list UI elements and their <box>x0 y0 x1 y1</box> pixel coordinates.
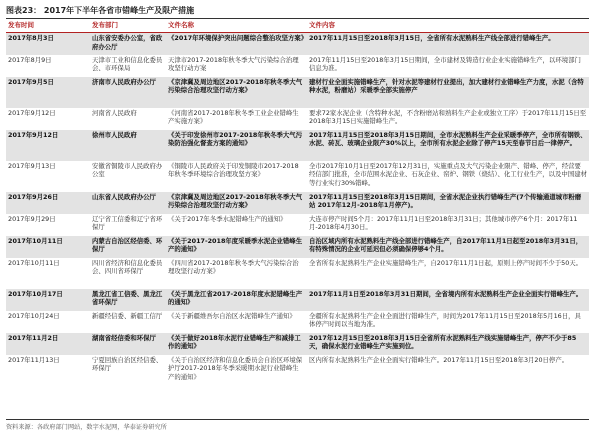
cell-file-content: 2017年11月15日至2018年3月15日期间，全市水泥熟料生产企业采暖季停产，全市所有钢铁、水泥、砖瓦、玻璃企业限产30%以上，全市所有水泥企业除了停产15天至春节日后一律停产。 <box>307 130 589 161</box>
cell-file-name: 《关于2017-2018年度采暖季水泥企业错峰生产的通知》 <box>166 236 307 258</box>
cell-file-content: 要求72家水泥企业（含特种水泥，不含粉磨站和熟料生产企业或独立工序）于2017年11月15日至2018年3月15日实施错峰生产。 <box>309 108 587 126</box>
table-body <box>6 33 589 386</box>
cell-file-name: 《关于2017年冬季水泥错峰生产的通知》 <box>168 214 287 223</box>
cell-file-content: 2017年11月1日至2018年3月31日期间，全省境内所有水泥熟料生产企业全面实行错峰生产。 <box>307 289 589 311</box>
cell-date: 2017年9月26日 <box>6 192 90 214</box>
cell-department: 山东省安委办公室，省政府办公厅 <box>90 33 166 55</box>
table-row <box>6 333 589 355</box>
cell-file-content: 全市2017年10月1日至2017年12月31日，实施重点及大气污染企业限产、错峰、停产，经营要经信部门批准，全市范围水泥企业、石灰企业、窑炉、钢铁（烧结）、化工行业生产，以及中国建材等行业实行30%错峰。 <box>309 161 587 188</box>
cell-file-name: 天津市2017-2018年秋冬季大气污染综合治理攻坚行动方案 <box>168 55 299 73</box>
header-file-name: 文件名称 <box>166 19 307 33</box>
cell-department: 河南省人民政府 <box>92 108 137 117</box>
cell-file-content: 区内所有水泥熟料生产企业全面实行错峰生产。2017年11月15日至2018年3月20日停产。 <box>309 355 569 364</box>
table-row <box>6 161 589 192</box>
table-row <box>6 55 589 77</box>
cell-date: 2017年10月17日 <box>6 289 90 311</box>
cell-file-content: 2017年11月15日至2018年3月15日期间，全市建材及铸造行业企业实施错峰生产，以环境部门信息为准。 <box>309 55 581 73</box>
cell-file-name: 《2017年环境保护突出问题综合整治攻坚方案》 <box>166 33 307 55</box>
cell-file-content: 2017年11月15日至2018年3月15日，全省所有水泥熟料生产线全部进行错峰生产。 <box>307 33 589 55</box>
cell-file-content: 建材行业全面实施错峰生产，针对水泥等建材行业提出，加大建材行业错峰生产力度，水泥（含特种水泥，粉磨站）采暖季全部实施停产 <box>307 77 589 108</box>
cell-date: 2017年9月12日 <box>6 130 90 161</box>
cell-file-name: 《铜陵市人民政府关于印发铜陵市2017-2018年秋冬季环境综合治理攻坚方案》 <box>168 161 299 179</box>
cell-file-name: 《河南省2017-2018年秋冬季工业企业错峰生产实施方案》 <box>168 108 299 126</box>
table-row <box>6 108 589 130</box>
header-file-content: 文件内容 <box>307 19 589 33</box>
header-department: 发布部门 <box>90 19 166 33</box>
cell-date: 2017年9月12日 <box>8 108 56 117</box>
policy-table <box>6 19 589 386</box>
table-row <box>6 258 589 289</box>
cell-department: 济南市人民政府办公厅 <box>90 77 166 108</box>
cell-date: 2017年8月9日 <box>8 55 52 64</box>
cell-department: 徐州市人民政府 <box>90 130 166 161</box>
cell-date: 2017年9月5日 <box>6 77 90 108</box>
cell-department: 宁夏回族自治区经信委、环保厅 <box>92 355 163 373</box>
cell-file-name: 《关于新疆维吾尔自治区水泥错峰生产通知》 <box>168 311 296 320</box>
table-row <box>6 33 589 55</box>
table-header-row <box>6 19 589 33</box>
table-row <box>6 192 589 214</box>
cell-file-content: 自治区域内所有水泥熟料生产线全部进行错峰生产，自2017年11月1日起至2018年3月31日，有特殊情况的企业可延迟但必须确保停够4个月。 <box>307 236 589 258</box>
table-row <box>6 214 589 236</box>
cell-date: 2017年10月11日 <box>6 236 90 258</box>
cell-file-name: 《关于黑龙江省2017-2018年度水泥错峰生产的通知》 <box>166 289 307 311</box>
cell-department: 湖南省经信委和环保厅 <box>90 333 166 355</box>
bottom-rule <box>6 419 589 420</box>
cell-department: 四川省经济和信息化委员会、四川省环保厅 <box>92 258 163 276</box>
cell-department: 安徽省铜陵市人民政府办公室 <box>92 161 163 179</box>
cell-file-content: 2017年11月15日至2018年3月15日期间，全省水泥企业执行错峰生产(7个传输通道城市粉磨站 2017年12月-2018年1月停产)。 <box>307 192 589 214</box>
cell-department: 天津市工业和信息化委员会、市环保局 <box>92 55 163 73</box>
table-row <box>6 289 589 311</box>
cell-department: 新疆经信委、新疆工信厅 <box>92 311 163 320</box>
cell-department: 内蒙古自治区经信委、环保厅 <box>90 236 166 258</box>
cell-date: 2017年8月3日 <box>6 33 90 55</box>
cell-department: 辽宁省工信委和辽宁省环保厅 <box>92 214 163 232</box>
cell-file-name: 《京津冀及周边地区2017-2018年秋冬季大气污染综合治理攻坚行动方案》 <box>166 192 307 214</box>
cell-date: 2017年10月24日 <box>8 311 60 320</box>
cell-file-name: 《四川省2017-2018年秋冬季大气污染综合治理攻坚行动方案》 <box>168 258 299 276</box>
cell-file-name: 《京津冀及周边地区2017-2018年秋冬季大气污染综合治理攻坚行动方案》 <box>166 77 307 108</box>
header-date: 发布时间 <box>6 19 90 33</box>
cell-file-content: 全省所有水泥熟料生产企业实施错峰生产，自2017年11月1日起，原则上停产时间不少于50天。 <box>309 258 583 267</box>
cell-department: 黑龙江省工信委、黑龙江省环保厅 <box>90 289 166 311</box>
cell-date: 2017年11月2日 <box>6 333 90 355</box>
cell-date: 2017年9月13日 <box>8 161 56 170</box>
table-row <box>6 355 589 386</box>
table-row <box>6 311 589 333</box>
cell-file-content: 2017年12月15日至2018年3月15日全省所有水泥熟料生产线实施错峰生产，停产不少于85天，确保水泥行业错峰生产实施到位。 <box>307 333 589 355</box>
cell-file-content: 大连市停产时间5个月：2017年11月1日至2018年3月31日；其他城市停产6个月：2017年11月-2018年4月30日。 <box>309 214 578 232</box>
cell-file-name: 《关于做好2018年水泥行业错峰生产和减排工作的通知》 <box>166 333 307 355</box>
cell-department: 山东省人民政府办公厅 <box>90 192 166 214</box>
cell-date: 2017年9月29日 <box>8 214 56 223</box>
table-row <box>6 77 589 108</box>
cell-date: 2017年10月11日 <box>8 258 60 267</box>
cell-file-name: 《关于印发徐州市2017-2018年秋冬季大气污染防治强化督查方案的通知》 <box>166 130 307 161</box>
cell-file-name: 《关于自治区经济和信息化委员会自治区环境保护厅2017-2018年冬季采暖期水泥行业错峰生产的通知》 <box>168 355 303 382</box>
cell-file-content: 全疆所有水泥熟料生产企业全面进行错峰生产，时间为2017年11月15日至2018年5月16日，具体停产时间以当地为准。 <box>309 311 581 329</box>
table-row <box>6 130 589 161</box>
source-note: 资料来源：各政府部门网站，数字水泥网，华泰证券研究所 <box>6 424 167 431</box>
figure-caption: 图表23： 2017年下半年各省市错峰生产及限产措施 <box>6 6 195 15</box>
cell-date: 2017年11月13日 <box>8 355 60 364</box>
table-row <box>6 236 589 258</box>
